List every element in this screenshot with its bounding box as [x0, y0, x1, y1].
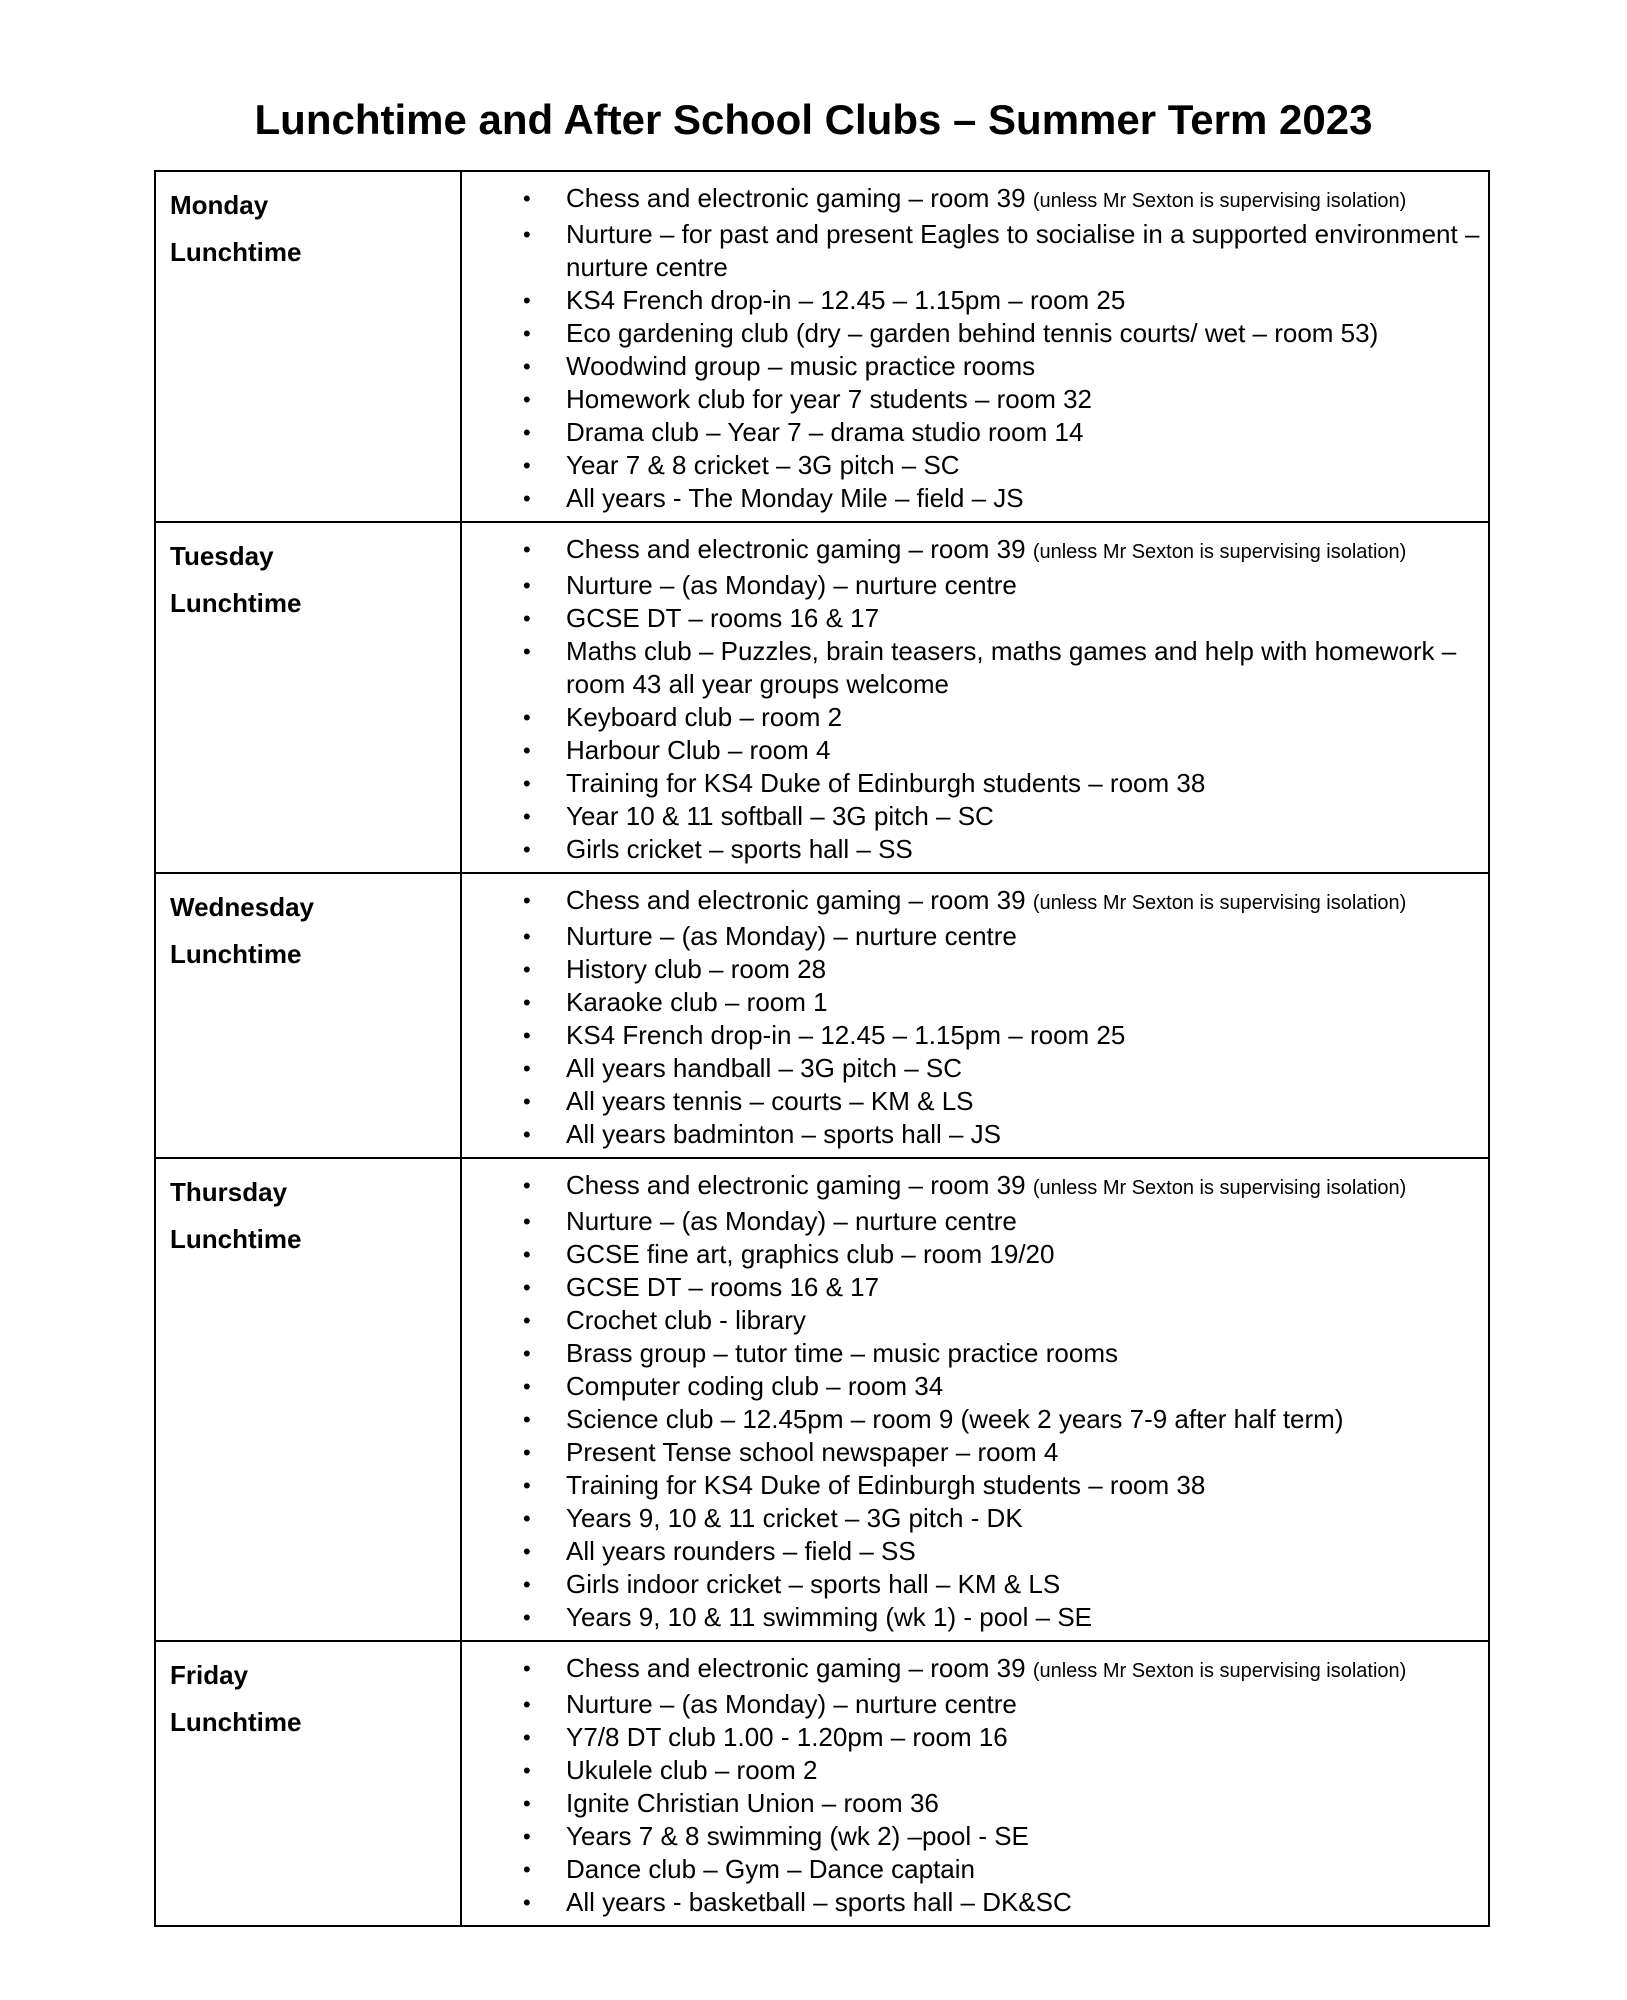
club-text: Girls indoor cricket – sports hall – KM & LS [566, 1569, 1061, 1599]
list-item [462, 1403, 1480, 1436]
club-list [462, 533, 1480, 866]
list-item [462, 284, 1480, 317]
club-text: Y7/8 DT club 1.00 - 1.20pm – room 16 [566, 1722, 1008, 1752]
club-text: Training for KS4 Duke of Edinburgh students – room 38 [566, 1470, 1206, 1500]
list-item [462, 734, 1480, 767]
club-text: Nurture – (as Monday) – nurture centre [566, 1206, 1017, 1236]
day-cell [155, 522, 461, 873]
clubs-cell [461, 1641, 1489, 1926]
clubs-cell [461, 873, 1489, 1158]
club-note: (unless Mr Sexton is supervising isolation) [1032, 190, 1407, 212]
list-item [462, 833, 1480, 866]
club-list [462, 884, 1480, 1151]
list-item [462, 767, 1480, 800]
list-item [462, 1721, 1480, 1754]
club-note: (unless Mr Sexton is supervising isolation) [1032, 1660, 1407, 1682]
club-text: All years tennis – courts – KM & LS [566, 1086, 974, 1116]
club-text: Drama club – Year 7 – drama studio room 14 [566, 417, 1084, 447]
club-text: Computer coding club – room 34 [566, 1371, 944, 1401]
club-text: Keyboard club – room 2 [566, 702, 843, 732]
club-text: Science club – 12.45pm – room 9 (week 2 years 7-9 after half term) [566, 1404, 1344, 1434]
list-item [462, 1853, 1480, 1886]
day-cell [155, 1641, 461, 1926]
list-item [462, 1820, 1480, 1853]
club-text: Chess and electronic gaming – room 39 [566, 1653, 1033, 1683]
clubs-cell [461, 171, 1489, 522]
club-note: (unless Mr Sexton is supervising isolation) [1032, 892, 1407, 914]
club-text: All years - basketball – sports hall – DK&SC [566, 1887, 1072, 1917]
list-item [462, 1568, 1480, 1601]
club-text: Years 7 & 8 swimming (wk 2) –pool - SE [566, 1821, 1029, 1851]
list-item [462, 482, 1480, 515]
list-item [462, 1502, 1480, 1535]
club-text: Ukulele club – room 2 [566, 1755, 818, 1785]
clubs-cell [461, 1158, 1489, 1641]
club-text: Nurture – (as Monday) – nurture centre [566, 1689, 1017, 1719]
club-text: Nurture – (as Monday) – nurture centre [566, 570, 1017, 600]
club-text: KS4 French drop-in – 12.45 – 1.15pm – room 25 [566, 1020, 1126, 1050]
clubs-cell [461, 522, 1489, 873]
club-text: Dance club – Gym – Dance captain [566, 1854, 975, 1884]
list-item [462, 986, 1480, 1019]
club-text: GCSE fine art, graphics club – room 19/20 [566, 1239, 1055, 1269]
day-name: Thursday [170, 1177, 288, 1207]
list-item [462, 1271, 1480, 1304]
club-text: Present Tense school newspaper – room 4 [566, 1437, 1059, 1467]
list-item [462, 953, 1480, 986]
list-item [462, 1469, 1480, 1502]
day-name: Friday [170, 1660, 249, 1690]
list-item [462, 1436, 1480, 1469]
club-text: Woodwind group – music practice rooms [566, 351, 1036, 381]
day-name: Wednesday [170, 892, 315, 922]
club-list [462, 1652, 1480, 1919]
list-item [462, 1019, 1480, 1052]
club-text: History club – room 28 [566, 954, 827, 984]
club-text: All years handball – 3G pitch – SC [566, 1053, 962, 1083]
club-text: Chess and electronic gaming – room 39 [566, 183, 1033, 213]
day-cell [155, 873, 461, 1158]
list-item [462, 569, 1480, 602]
list-item [462, 1304, 1480, 1337]
club-text: Nurture – for past and present Eagles to socialise in a supported environment – nurture centre [566, 219, 1480, 282]
club-text: Year 10 & 11 softball – 3G pitch – SC [566, 801, 994, 831]
club-text: All years rounders – field – SS [566, 1536, 916, 1566]
club-text: Ignite Christian Union – room 36 [566, 1788, 939, 1818]
list-item [462, 1601, 1480, 1634]
clubs-timetable [154, 170, 1490, 1927]
club-text: All years badminton – sports hall – JS [566, 1119, 1001, 1149]
list-item [462, 602, 1480, 635]
list-item [462, 182, 1480, 218]
list-item [462, 1052, 1480, 1085]
club-text: Harbour Club – room 4 [566, 735, 831, 765]
session-name: Lunchtime [170, 939, 302, 969]
list-item [462, 1652, 1480, 1688]
list-item [462, 1118, 1480, 1151]
list-item [462, 1169, 1480, 1205]
list-item [462, 1337, 1480, 1370]
list-item [462, 1787, 1480, 1820]
list-item [462, 1688, 1480, 1721]
club-text: Year 7 & 8 cricket – 3G pitch – SC [566, 450, 960, 480]
session-name: Lunchtime [170, 1224, 302, 1254]
list-item [462, 1754, 1480, 1787]
session-name: Lunchtime [170, 1707, 302, 1737]
list-item [462, 800, 1480, 833]
club-text: GCSE DT – rooms 16 & 17 [566, 1272, 880, 1302]
list-item [462, 1085, 1480, 1118]
club-note: (unless Mr Sexton is supervising isolation) [1032, 1177, 1407, 1199]
session-name: Lunchtime [170, 237, 302, 267]
list-item [462, 701, 1480, 734]
club-text: Chess and electronic gaming – room 39 [566, 534, 1033, 564]
club-text: Brass group – tutor time – music practice rooms [566, 1338, 1118, 1368]
list-item [462, 317, 1480, 350]
club-text: All years - The Monday Mile – field – JS [566, 483, 1024, 513]
club-list [462, 182, 1480, 515]
day-name: Tuesday [170, 541, 274, 571]
list-item [462, 920, 1480, 953]
club-text: KS4 French drop-in – 12.45 – 1.15pm – room 25 [566, 285, 1126, 315]
club-text: Eco gardening club (dry – garden behind tennis courts/ wet – room 53) [566, 318, 1379, 348]
day-name: Monday [170, 190, 269, 220]
club-text: GCSE DT – rooms 16 & 17 [566, 603, 880, 633]
club-note: (unless Mr Sexton is supervising isolation) [1032, 541, 1407, 563]
table-row [155, 171, 1489, 522]
session-name: Lunchtime [170, 588, 302, 618]
club-list [462, 1169, 1480, 1634]
club-text: Training for KS4 Duke of Edinburgh students – room 38 [566, 768, 1206, 798]
table-row [155, 522, 1489, 873]
club-text: Karaoke club – room 1 [566, 987, 828, 1017]
club-text: Maths club – Puzzles, brain teasers, maths games and help with homework – room 43 all year groups welcome [566, 636, 1457, 699]
club-text: Years 9, 10 & 11 cricket – 3G pitch - DK [566, 1503, 1023, 1533]
table-row [155, 1641, 1489, 1926]
club-text: Chess and electronic gaming – room 39 [566, 1170, 1033, 1200]
club-text: Girls cricket – sports hall – SS [566, 834, 913, 864]
table-row [155, 873, 1489, 1158]
list-item [462, 635, 1480, 701]
list-item [462, 1205, 1480, 1238]
list-item [462, 350, 1480, 383]
list-item [462, 416, 1480, 449]
list-item [462, 1535, 1480, 1568]
list-item [462, 218, 1480, 284]
page-title: Lunchtime and After School Clubs – Summer Term 2023 [254, 96, 1373, 143]
club-text: Crochet club - library [566, 1305, 806, 1335]
day-cell [155, 1158, 461, 1641]
list-item [462, 383, 1480, 416]
list-item [462, 533, 1480, 569]
list-item [462, 1886, 1480, 1919]
table-row [155, 1158, 1489, 1641]
list-item [462, 449, 1480, 482]
list-item [462, 884, 1480, 920]
club-text: Homework club for year 7 students – room 32 [566, 384, 1093, 414]
day-cell [155, 171, 461, 522]
list-item [462, 1238, 1480, 1271]
list-item [462, 1370, 1480, 1403]
club-text: Nurture – (as Monday) – nurture centre [566, 921, 1017, 951]
club-text: Chess and electronic gaming – room 39 [566, 885, 1033, 915]
club-text: Years 9, 10 & 11 swimming (wk 1) - pool – SE [566, 1602, 1093, 1632]
